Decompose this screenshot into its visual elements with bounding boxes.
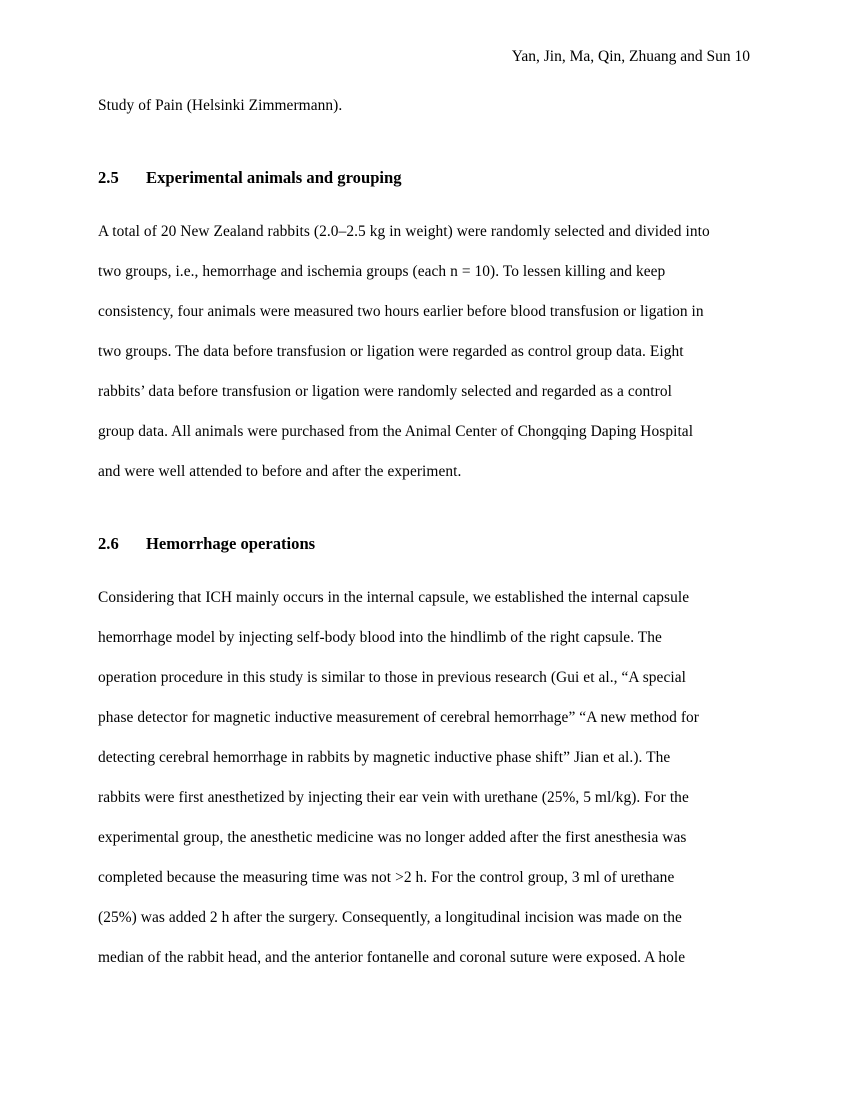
body-text-line: phase detector for magnetic inductive measurement of cerebral hemorrhage” “A new method for (98, 709, 699, 726)
body-text-line: operation procedure in this study is similar to those in previous research (Gui et al., “A special (98, 669, 686, 686)
body-text-line: (25%) was added 2 h after the surgery. Consequently, a longitudinal incision was made on the (98, 909, 682, 926)
body-text-line: hemorrhage model by injecting self-body blood into the hindlimb of the right capsule. The (98, 629, 662, 646)
body-text-line: group data. All animals were purchased from the Animal Center of Chongqing Daping Hospital (98, 423, 694, 440)
section-number: 2.5 (98, 168, 119, 187)
body-text-line: two groups, i.e., hemorrhage and ischemia groups (each n = 10). To lessen killing and keep (98, 263, 666, 280)
section-number: 2.6 (98, 534, 119, 553)
body-text-line: A total of 20 New Zealand rabbits (2.0–2.5 kg in weight) were randomly selected and divided into (98, 223, 710, 240)
body-text-line: Considering that ICH mainly occurs in the internal capsule, we established the internal capsule (98, 589, 690, 606)
section-heading (98, 533, 758, 555)
body-text-line: median of the rabbit head, and the anterior fontanelle and coronal suture were exposed. A hole (98, 949, 686, 966)
body-text-line: two groups. The data before transfusion or ligation were regarded as control group data. Eight (98, 343, 684, 360)
running-header: Yan, Jin, Ma, Qin, Zhuang and Sun 10 (511, 48, 750, 65)
body-text-line: consistency, four animals were measured two hours earlier before blood transfusion or ligation in (98, 303, 704, 320)
body-text-line: rabbits were first anesthetized by injecting their ear vein with urethane (25%, 5 ml/kg). For the (98, 789, 689, 806)
body-text-line: rabbits’ data before transfusion or ligation were randomly selected and regarded as a control (98, 383, 672, 400)
body-text-line: completed because the measuring time was not >2 h. For the control group, 3 ml of urethane (98, 869, 675, 886)
section-title: Experimental animals and grouping (146, 168, 402, 187)
body-text-line: detecting cerebral hemorrhage in rabbits by magnetic inductive phase shift” Jian et al.). The (98, 749, 671, 766)
section-heading (98, 167, 758, 189)
body-text-line: experimental group, the anesthetic medicine was no longer added after the first anesthesia was (98, 829, 687, 846)
body-text-line: and were well attended to before and after the experiment. (98, 463, 462, 480)
body-text-line: Study of Pain (Helsinki Zimmermann). (98, 97, 343, 114)
section-title: Hemorrhage operations (146, 534, 316, 553)
